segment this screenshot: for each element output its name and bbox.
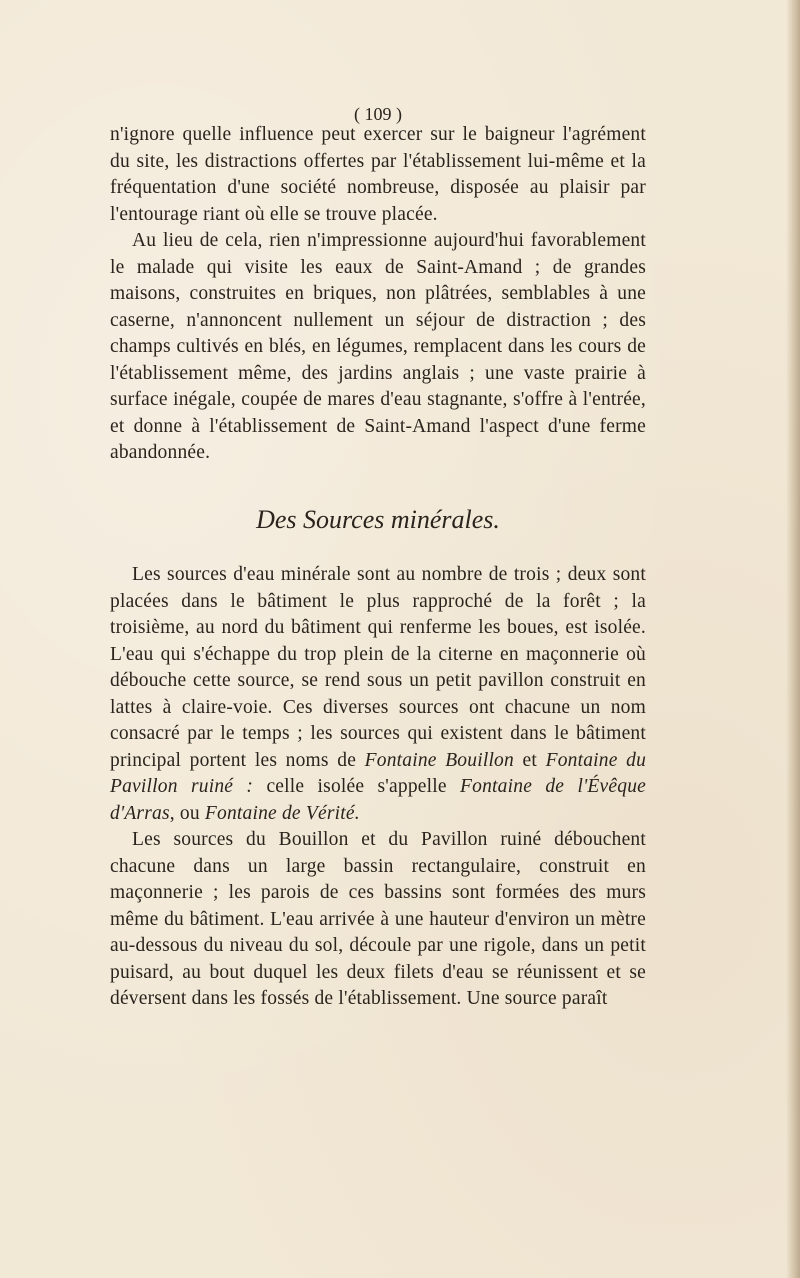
source-name-eveque: Fontaine de l'Évêque d'Arras bbox=[110, 776, 647, 824]
page-number: ( 109 ) bbox=[354, 104, 402, 124]
paragraph-sources-text: Les sources d'eau minérale sont au nombre de trois ; deux sont placées dans le bâtiment le plus rapproché de la forêt ; la troisième, au nord du bâtiment qui renferme les boues, est isolée. L'eau qui s'échappe du trop plein de la citerne en maçonnerie où débouche cette source, se rend sous un petit pavillon construit en lattes à claire-voie. Ces diverses sources ont chacune un nom consacré par le temps ; les sources qui existent dans le bâtiment principal portent les noms de bbox=[110, 564, 646, 771]
top-text-block bbox=[110, 122, 646, 467]
conjunction-et: et bbox=[522, 749, 538, 771]
paragraph-continuation: n'ignore quelle influence peut exercer sur le baigneur l'agrément du site, les distractions offertes par l'établissement lui-même et la fréquentation d'une société nombreuse, disposée au plaisir par l'entourage riant où elle se trouve placée. bbox=[110, 124, 646, 225]
source-name-verite: Fontaine de Vérité. bbox=[204, 802, 360, 824]
paragraph-saint-amand: Au lieu de cela, rien n'impressionne aujourd'hui favorablement le malade qui visite les eaux de Saint-Amand ; de grandes maisons, construites en briques, non plâtrées, semblables à une caserne, n'annoncent nullement un séjour de distraction ; des champs cultivés en blés, en légumes, remplacent dans les cours de l'établissement même, des jardins anglais ; une vaste prairie à surface inégale, coupée de mares d'eau stagnante, s'offre à l'entrée, et donne à l'établissement de Saint-Amand l'aspect d'une ferme abandonnée. bbox=[110, 230, 646, 463]
section-heading: Des Sources minérales. bbox=[256, 505, 500, 534]
paragraph-sources bbox=[110, 562, 646, 827]
page-edge-shadow bbox=[786, 0, 800, 1278]
source-name-pavillon: Fontaine du Pavillon ruiné : bbox=[110, 749, 647, 797]
paragraph-bassins: Les sources du Bouillon et du Pavillon ruiné débouchent chacune dans un large bassin rectangulaire, construit en maçonnerie ; les parois de ces bassins sont formées des murs même du bâtiment. L'eau arrivée à une hauteur d'environ un mètre au-dessous du niveau du sol, découle par une rigole, dans un petit puisard, au bout duquel les deux filets d'eau se réunissent et se déversent dans les fossés de l'établissement. Une source paraît bbox=[110, 829, 646, 1009]
bottom-text-block bbox=[110, 562, 646, 1013]
source-name-bouillon: Fontaine Bouillon bbox=[364, 749, 514, 771]
paragraph-sources-text-2: celle isolée s'appelle bbox=[266, 776, 447, 797]
conjunction-ou: , ou bbox=[169, 802, 200, 824]
